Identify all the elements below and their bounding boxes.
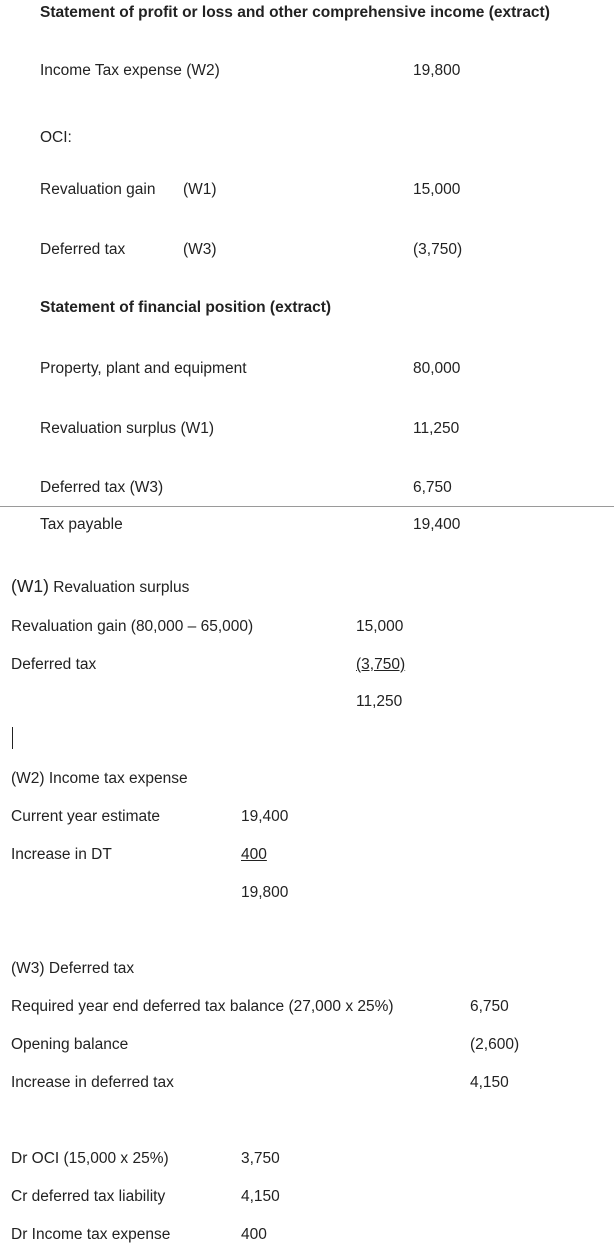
sopl-deferred-tax-ref: (W3): [183, 241, 217, 258]
w1-gain-label: Revaluation gain (80,000 – 65,000): [11, 618, 254, 635]
sofp-reval-surplus-value: 11,250: [413, 420, 460, 437]
w1-gain-value: 15,000: [356, 618, 404, 635]
sopl-oci-label: OCI:: [40, 129, 72, 146]
w2-current-label: Current year estimate: [11, 808, 161, 825]
w2-increase-label: Increase in DT: [11, 846, 112, 863]
sofp-heading: Statement of financial position (extract): [40, 299, 332, 316]
w3-increase-value: 4,150: [470, 1074, 509, 1091]
journal-cr-dtl-value: 4,150: [241, 1188, 280, 1205]
sopl-reval-gain-value: 15,000: [413, 181, 461, 198]
w1-heading: [11, 577, 189, 597]
w1-heading-rest: Revaluation surplus: [48, 579, 190, 596]
sopl-income-tax-value: 19,800: [413, 62, 461, 79]
sofp-ppe-label: Property, plant and equipment: [40, 360, 247, 377]
w2-heading: (W2) Income tax expense: [11, 770, 188, 787]
journal-dr-oci-label: Dr OCI (15,000 x 25%): [11, 1150, 169, 1167]
w3-required-label: Required year end deferred tax balance (27,000 x 25%): [11, 998, 394, 1015]
sopl-reval-gain-label: Revaluation gain: [40, 181, 156, 198]
journal-dr-ite-label: Dr Income tax expense: [11, 1226, 171, 1243]
sofp-deferred-tax-value: 6,750: [413, 479, 452, 496]
w3-opening-value: (2,600): [470, 1036, 520, 1053]
w2-total-value: 19,800: [241, 884, 289, 901]
w1-heading-prefix: (W1): [11, 576, 49, 596]
sofp-tax-payable-label: Tax payable: [40, 516, 123, 533]
sopl-reval-gain-ref: (W1): [183, 181, 217, 198]
table-divider: [0, 506, 614, 507]
w3-increase-label: Increase in deferred tax: [11, 1074, 174, 1091]
sopl-heading: Statement of profit or loss and other comprehensive income (extract): [40, 4, 550, 21]
sopl-deferred-tax-value: (3,750): [413, 241, 463, 258]
journal-dr-oci-value: 3,750: [241, 1150, 280, 1167]
journal-dr-ite-value: 400: [241, 1226, 267, 1243]
sopl-income-tax-label: Income Tax expense (W2): [40, 62, 220, 79]
sofp-deferred-tax-label: Deferred tax (W3): [40, 479, 164, 496]
w1-total-value: 11,250: [356, 693, 403, 710]
sopl-deferred-tax-label: Deferred tax: [40, 241, 126, 258]
w2-increase-value: 400: [241, 846, 267, 863]
sofp-tax-payable-value: 19,400: [413, 516, 461, 533]
journal-cr-dtl-label: Cr deferred tax liability: [11, 1188, 166, 1205]
w2-current-value: 19,400: [241, 808, 289, 825]
w1-dt-label: Deferred tax: [11, 656, 97, 673]
w3-required-value: 6,750: [470, 998, 509, 1015]
w1-dt-value: (3,750): [356, 656, 406, 673]
text-cursor: [12, 727, 13, 749]
w3-heading: (W3) Deferred tax: [11, 960, 135, 977]
w3-opening-label: Opening balance: [11, 1036, 129, 1053]
sofp-reval-surplus-label: Revaluation surplus (W1): [40, 420, 215, 437]
sofp-ppe-value: 80,000: [413, 360, 461, 377]
